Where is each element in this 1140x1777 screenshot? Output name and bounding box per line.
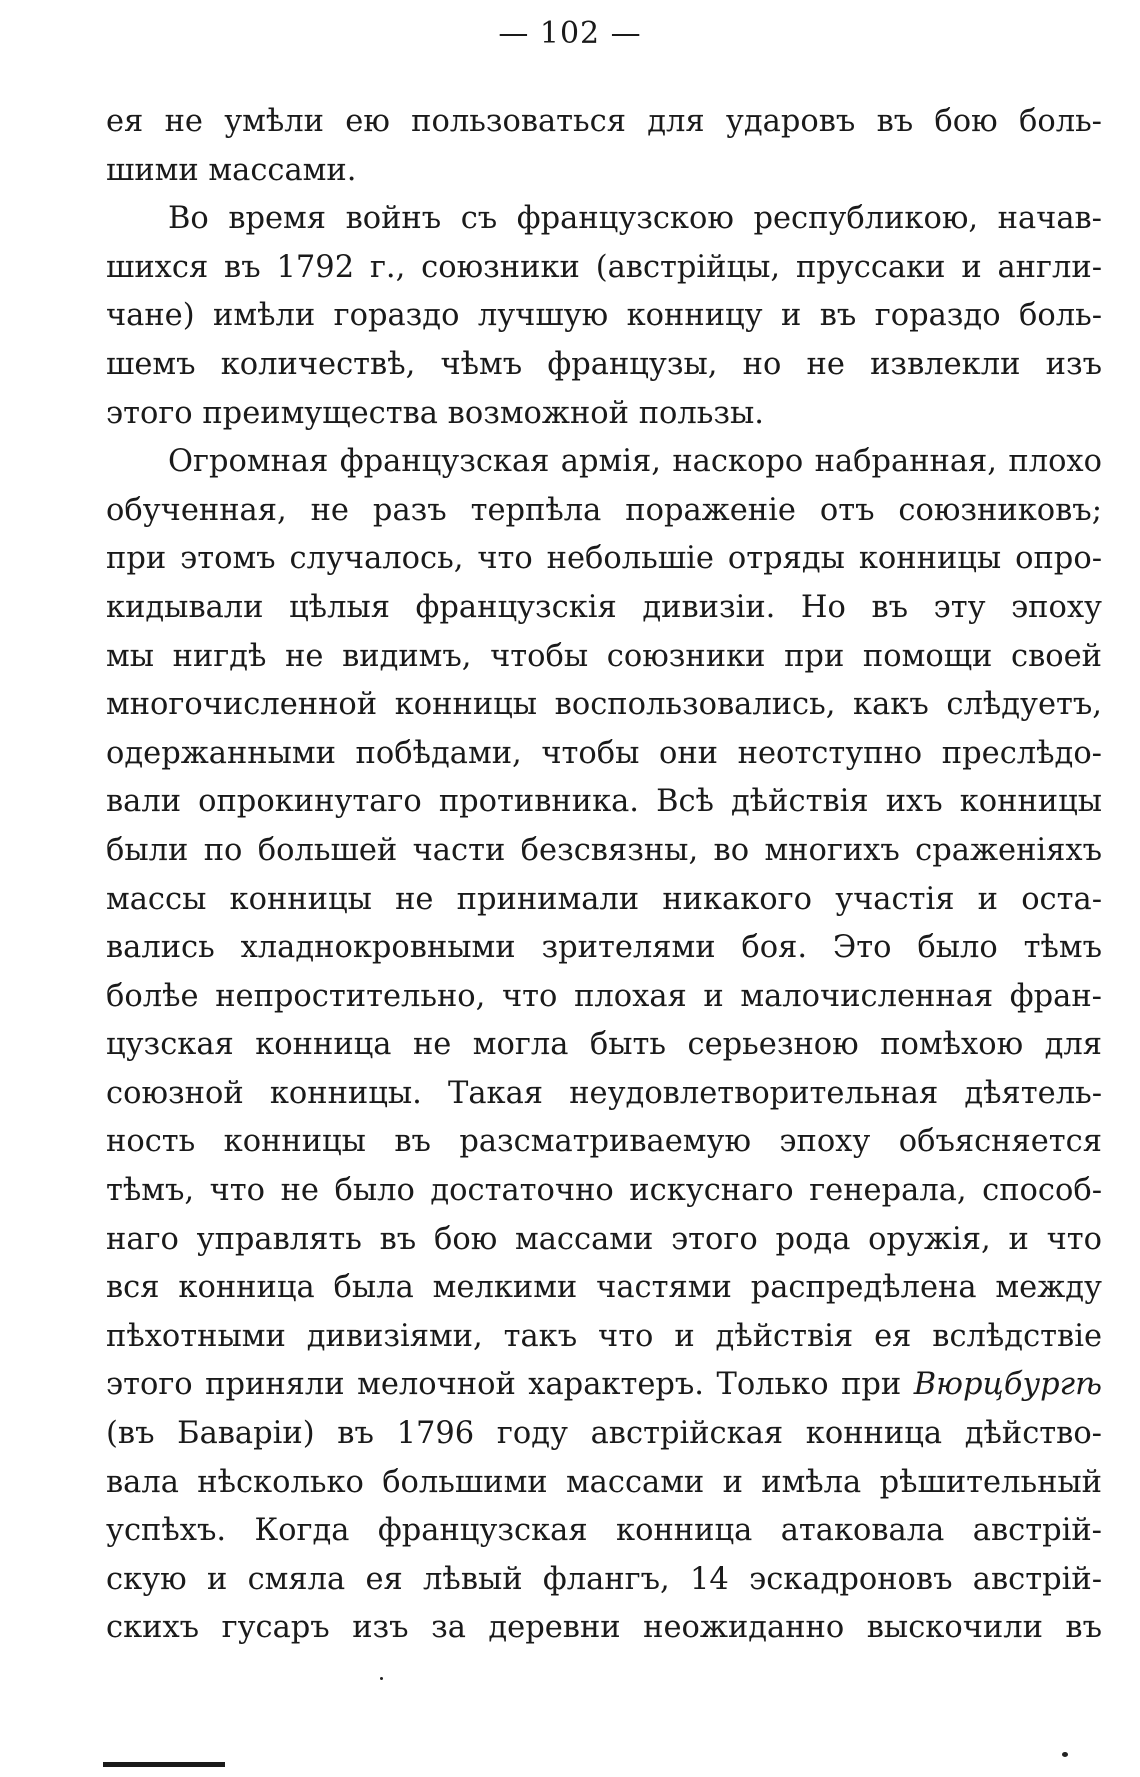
text-line: болѣе непростительно, что плохая и малочисленная фран- xyxy=(106,978,1102,1014)
text-line: вала нѣсколько большими массами и имѣла рѣшительный xyxy=(106,1464,1102,1500)
text-line: наго управлять въ бою массами этого рода оружія, и что xyxy=(106,1221,1102,1257)
body-text xyxy=(106,98,1102,1653)
footer-rule xyxy=(103,1762,225,1767)
text-line: Во время войнъ съ французскою республикою, начав- xyxy=(168,201,1102,237)
italic-place-name: Вюрцбургѣ xyxy=(913,1367,1102,1403)
text-line: шемъ количествѣ, чѣмъ французы, но не извлекли изъ xyxy=(106,346,1102,382)
text-line: скихъ гусаръ изъ за деревни неожиданно выскочили въ xyxy=(106,1610,1102,1646)
text-line: ность конницы въ разсматриваемую эпоху объясняется xyxy=(106,1124,1102,1160)
text-line: тѣмъ, что не было достаточно искуснаго генерала, способ- xyxy=(106,1173,1102,1209)
text-line: союзной конницы. Такая неудовлетворительная дѣятель- xyxy=(106,1075,1102,1111)
text-line: вся конница была мелкими частями распредѣлена между xyxy=(106,1270,1102,1306)
text-line: мы нигдѣ не видимъ, чтобы союзники при помощи своей xyxy=(106,638,1102,674)
text-line: успѣхъ. Когда французская конница атаковала австрій- xyxy=(106,1513,1102,1549)
text-line: цузская конница не могла быть серьезною помѣхою для xyxy=(106,1027,1102,1063)
text-line: вались хладнокровными зрителями боя. Это было тѣмъ xyxy=(106,930,1102,966)
text-line: шихся въ 1792 г., союзники (австрійцы, пруссаки и англи- xyxy=(106,249,1102,285)
text-line: вали опрокинутаго противника. Всѣ дѣйствія ихъ конницы xyxy=(106,784,1102,820)
text-line: при этомъ случалось, что небольшіе отряды конницы опро- xyxy=(106,541,1102,577)
text-line: массы конницы не принимали никакого участія и оста- xyxy=(106,881,1102,917)
text-line: были по большей части безсвязны, во многихъ сраженіяхъ xyxy=(106,832,1102,868)
text-line-with-italic xyxy=(106,1361,1102,1410)
text-line: обученная, не разъ терпѣла пораженіе отъ союзниковъ; xyxy=(106,492,1102,528)
text-line: скую и смяла ея лѣвый флангъ, 14 эскадроновъ австрій- xyxy=(106,1561,1102,1597)
text-line: одержанными побѣдами, чтобы они неотступно преслѣдо- xyxy=(106,735,1102,771)
text-segment: этого приняли мелочной характеръ. Только при xyxy=(106,1367,902,1403)
print-speck xyxy=(380,1677,383,1680)
text-line: этого преимущества возможной пользы. xyxy=(106,395,764,431)
print-speck xyxy=(1062,1752,1068,1757)
text-line: Огромная французская армія, наскоро набранная, плохо xyxy=(168,444,1102,480)
text-line: (въ Баваріи) въ 1796 году австрійская конница дѣйство- xyxy=(106,1416,1102,1452)
text-line: чане) имѣли гораздо лучшую конницу и въ гораздо боль- xyxy=(106,298,1102,334)
text-line: кидывали цѣлыя французскія дивизіи. Но въ эту эпоху xyxy=(106,589,1102,625)
text-line: ея не умѣли ею пользоваться для ударовъ въ бою боль- xyxy=(106,104,1102,139)
text-line: пѣхотными дивизіями, такъ что и дѣйствія ея вслѣдствіе xyxy=(106,1318,1102,1354)
page-number: — 102 — xyxy=(498,16,642,51)
text-line: многочисленной конницы воспользовались, какъ слѣдуетъ, xyxy=(106,687,1102,723)
text-line: шими массами. xyxy=(106,152,357,188)
